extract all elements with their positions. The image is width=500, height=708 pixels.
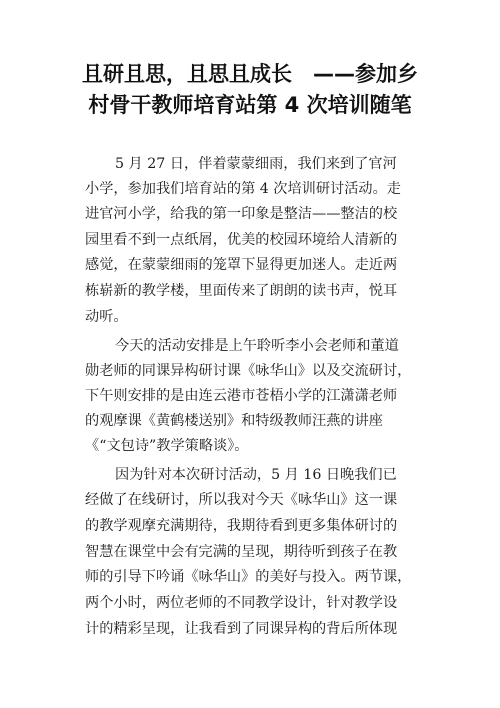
paragraph-3-line-2: 经做了在线研讨，所以我对今天《咏华山》这一课 — [85, 492, 398, 508]
paragraph-1-line-3: 进官河小学，给我的第一印象是整洁——整洁的校 — [85, 206, 398, 222]
paragraph-2-line-5: 《“文包诗”教学策略谈》。 — [85, 438, 249, 454]
paragraph-1-line-2: 小学，参加我们培育站的第 4 次培训研讨活动。走 — [85, 181, 401, 197]
paragraph-3-line-6: 两个小时，两位老师的不同教学设计，针对教学设 — [85, 595, 398, 611]
paragraph-2-line-4: 的观摩课《黄鹤楼送别》和特级教师汪燕的讲座 — [85, 413, 383, 429]
paragraph-1-line-5: 感觉，在蒙蒙细雨的笼罩下显得更加迷人。走近两 — [85, 257, 398, 273]
document-title-line-2: 村骨干教师培育站第 4 次培训随笔 — [88, 93, 412, 117]
paragraph-1-line-1: 5 月 27 日，伴着蒙蒙细雨，我们来到了官河 — [115, 156, 397, 172]
paragraph-3-line-1: 因为针对本次研讨活动，5 月 16 日晚我们已 — [115, 467, 397, 483]
paragraph-2-line-1: 今天的活动安排是上午聆听李小会老师和董道 — [115, 338, 399, 354]
document-title-line-1: 且研且思，且思且成长 ——参加乡 — [82, 62, 418, 86]
paragraph-1-line-4: 园里看不到一点纸屑，优美的校园环境给人清新的 — [85, 232, 398, 248]
paragraph-2-line-3: 下午则安排的是由连云港市苍梧小学的江潇潇老师 — [85, 388, 398, 404]
paragraph-1-line-6: 栋崭新的教学楼，里面传来了朗朗的读书声，悦耳 — [85, 283, 398, 299]
paragraph-1-line-7: 动听。 — [85, 309, 128, 325]
paragraph-3-line-3: 的教学观摩充满期待，我期待看到更多集体研讨的 — [85, 518, 398, 534]
paragraph-3-line-7: 计的精彩呈现，让我看到了同课异构的背后所体现 — [85, 621, 398, 637]
paragraph-3-line-5: 师的引导下吟诵《咏华山》的美好与投入。两节课， — [85, 569, 412, 585]
paragraph-2-line-2: 勋老师的同课异构研讨课《咏华山》以及交流研讨， — [85, 363, 412, 379]
paragraph-3-line-4: 智慧在课堂中会有完满的呈现，期待听到孩子在教 — [85, 544, 398, 560]
